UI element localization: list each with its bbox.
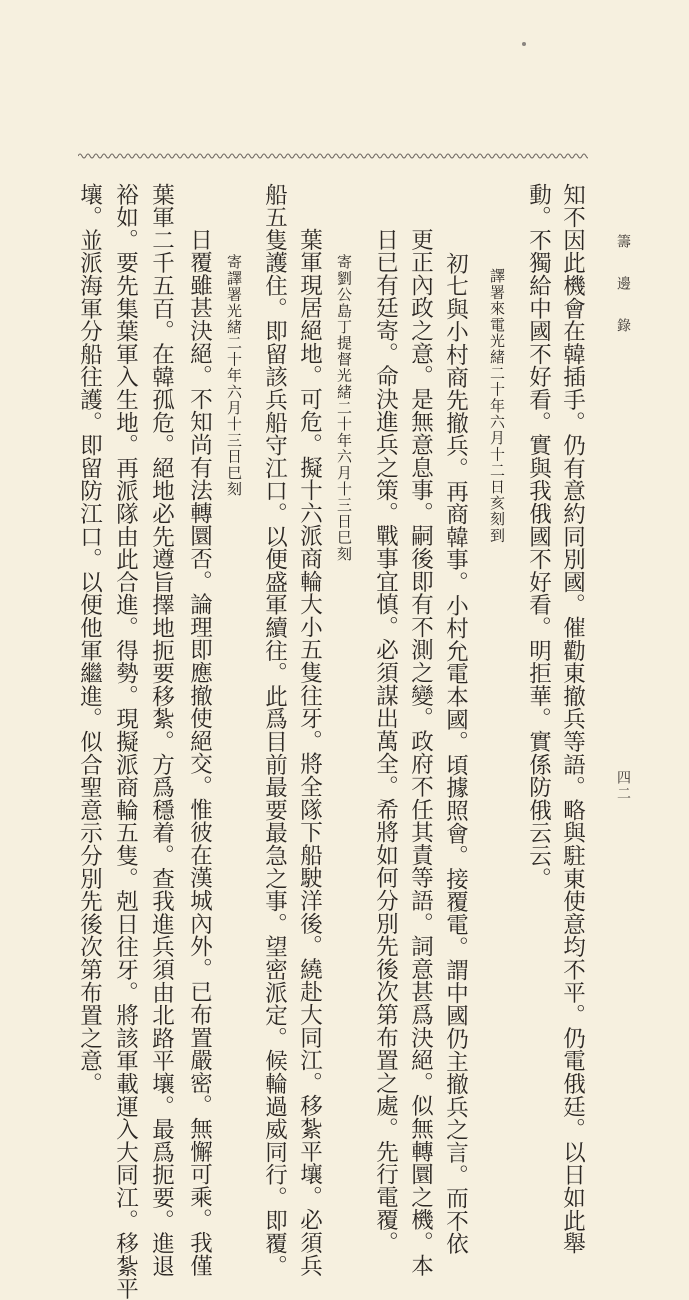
running-head-title: 籌 邊 錄: [615, 234, 631, 338]
text-column-5: 更正內政之意。是無意息事。嗣後即有不測之變。政府不任其責等語。詞意甚爲決絕。似無轉圜之機。本: [407, 228, 434, 1277]
text-column-2: 動。不獨給中國不好看。實與我俄國不好看。明拒華。實係防俄云云。: [525, 183, 552, 890]
text-column-14: 壤。並派海軍分船往護。即留防江口。以便他軍繼進。似合聖意示分別先後次第布置之意。: [76, 183, 103, 1095]
ink-speck: [522, 42, 526, 46]
text-column-6: 日已有廷寄。命決進兵之策。戰事宜慎。必須謀出萬全。希將如何分別先後次第布置之處。先行電覆。: [372, 228, 399, 1254]
section-heading-1: 譯署來電光緒二十年六月十二日亥刻到: [488, 268, 506, 544]
page-number: 四二: [615, 770, 631, 802]
text-column-12: 葉軍二千五百。在韓孤危。絕地必先遵旨擇地扼要移紮。方爲穩着。查我進兵須由北路平壤。最爲扼要。進退: [148, 183, 175, 1278]
text-column-1: 知不因此機會在韓插手。仍有意約同別國。催勸東撤兵等語。略與駐東使意均不平。仍電俄廷。以日如此舉: [559, 183, 586, 1255]
header-wavy-rule: [78, 150, 588, 162]
text-column-8: 葉軍現居絕地。可危。擬十六派商輪大小五隻往牙。將全隊下船駛洋後。繞赴大同江。移紮平壤。必須兵: [296, 228, 323, 1277]
text-column-4: 初七與小村商先撤兵。再商韓事。小村允電本國。頃據照會。接覆電。謂中國仍主撤兵之言。而不依: [442, 252, 469, 1256]
text-column-9: 船五隻護住。即留該兵船守江口。以便盛軍續往。此爲目前最要最急之事。望密派定。候輪過威同行。即覆。: [261, 183, 288, 1278]
section-heading-3: 寄譯署光緒二十年六月十三日巳刻: [225, 254, 243, 497]
section-heading-2: 寄劉公島丁提督光緒二十年六月十三日巳刻: [335, 254, 353, 562]
text-column-11: 日覆雖甚決絕。不知尚有法轉圜否。論理即應撤使絕交。惟彼在漢城內外。已布置嚴密。無懈可乘。我僅: [186, 228, 213, 1277]
text-column-13: 裕如。要先集葉軍入生地。再派隊由此合進。得勢。現擬派商輪五隻。剋日往牙。將該軍載運入大同江。移紮平: [112, 183, 139, 1300]
